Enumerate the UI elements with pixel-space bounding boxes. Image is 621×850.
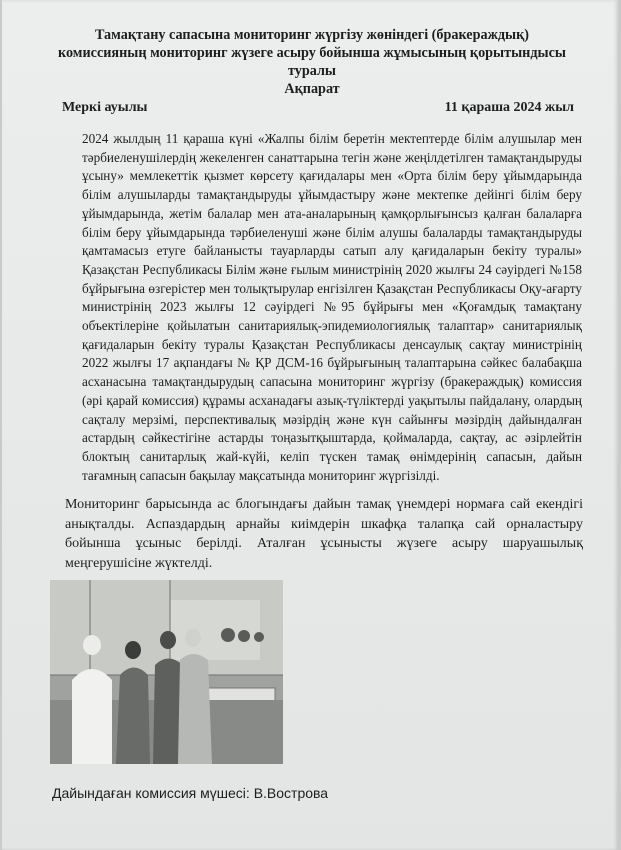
document-page	[2, 0, 618, 850]
date-label: 11 қараша 2024 жыл	[444, 100, 574, 115]
photo-illustration	[50, 580, 283, 764]
paragraph-1: 2024 жылдың 11 қараша күні «Жалпы білім беретін мектептерде білім алушылар мен тәрбиеленушілердің жекеленген санаттарына тегін және жеңілдетілген тамақтандыруды ұсыну» мемлекеттік қызмет көрсету қағидалары мен «Орта білім беру ұйымдарында білім алушыларды тамақтандыруды ұйымдастыру және мектепке дейінгі білім беру ұйымдарында, жетім балалар мен ата-аналарының қамқорлығынсыз қалған балаларға білім беру ұйымдарында тәрбиеленуші және білім алушы балаларды тамақтандыруды қамтамасыз етуге байланысты тауарларды сатып алу қағидаларын бекіту туралы» Қазақстан Республикасы Білім және ғылым министрінің 2020 жылғы 24 сәуірдегі №158 бұйрығына өзгерістер мен толықтырулар енгізілген Қазақстан Республикасы Оқу-ағарту министрінің 2023 жылғы 12 сәуірдегі №95 бұйрығы мен «Қоғамдық тамақтану объектілеріне қойылатын санитариялық-эпидемиологиялық талаптар» санитариялық қағидаларын бекіту туралы Қазақстан Республикасы денсаулық сақтау министрінің 2022 жылғы 17 ақпандағы № ҚР ДСМ-16 бұйрығының талаптарына сәйкес балабақша асханасына тамақтандырудың сапасына мониторинг жүргізу (бракераждық) комиссия (әрі қарай комиссия) құрамы асханадағы азық-түліктерді уақытылы пайдалану, олардың сақталу мерзімі, перспективалық мәзірдің және күн сайынғы мәзірдің дайындалған астардың сәйкестігіне астарды тоңазытқыштарда, қоймаларда, сақтау, ас әзірлейтін блоктың санитарлық жай-күйі, келіп түскен тамақ өнімдерінің сапасын, дайын тағамның сапасын бақылау мақсатында мониторинг жүргізілді.	[82, 131, 582, 483]
kitchen-inspection-photo	[50, 580, 283, 764]
place-date-row	[62, 100, 574, 116]
paragraph-2: Мониторинг барысында ас блогындағы дайын тамақ үнемдері нормаға сай екендігі анықталды. Аспаздардың арнайы киімдерін шкафқа талапқа сай орналастыру бойынша ұсыныс берілді. Аталған ұсынысты жүзеге асыру шаруашылық меңгерушісіне жүктелді.	[65, 497, 583, 571]
signature-line: Дайындаған комиссия мүшесі: В.Вострова	[52, 785, 329, 801]
title-line-4: Ақпарат	[284, 81, 340, 97]
title-line-3: туралы	[287, 63, 337, 79]
main-paragraph	[82, 130, 582, 485]
title-line-1: Тамақтану сапасына мониторинг жүргізу жөніндегі (бракераждық)	[94, 27, 530, 43]
title-line-2: комиссияның мониторинг жүзеге асыру бойынша жұмысының қорытындысы	[58, 45, 566, 61]
location-label: Меркі ауылы	[62, 100, 148, 115]
document-title	[42, 26, 582, 98]
